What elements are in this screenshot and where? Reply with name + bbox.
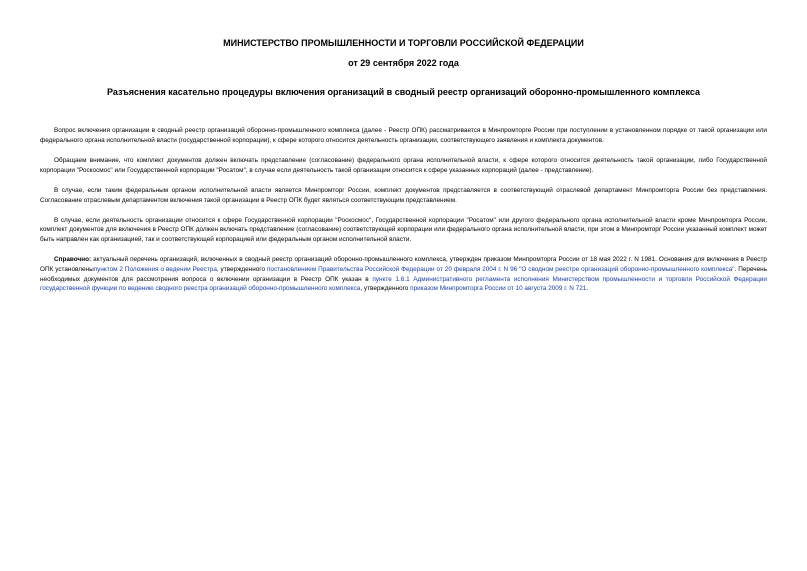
reference-paragraph [40, 255, 767, 294]
link-admin-regulation-1-6-1[interactable]: пункте 1.6.1 Административного регламента исполнения Министерством промышленности и торговли Российской Федерации государственной функции по ведению сводного реестра организаций оборонно-промышленного комплекса [40, 275, 767, 293]
link-regulation-clause-2[interactable]: пунктом 2 Положения о ведении Реестра [93, 266, 217, 274]
paragraph-2: Обращаем внимание, что комплект документов должен включать представление (согласование) федерального органа исполнительной власти, к сфере которого относится деятельность такой организации, либо Государственной корпорации "Роскосмос" или Государственной корпорации "Росатом", в случае если деятельность такой организации относится к сфере указанных корпораций (далее - представление). [40, 156, 767, 174]
link-government-decree-96[interactable]: постановлением Правительства Российской Федерации от 20 февраля 2004 г. N 96 "О сводном реестре организаций оборонно-промышленного комплекса" [266, 266, 735, 274]
paragraph-4: В случае, если деятельность организации относится к сфере Государственной корпорации "Роскосмос", Государственной корпорации "Росатом" или другого федерального органа исполнительной власти кроме Минпромторга России, комплект документов для включения в Реестр ОПК должен включать представление (согласование) соответствующей корпорации или федерального органа исполнительной власти, при этом в Минпромторг России указанный комплект может быть направлен как организацией, так и соответствующей корпорацией или федеральным органом исполнительной власти. [40, 216, 767, 244]
link-order-721[interactable]: приказом Минпромторга России от 10 августа 2009 г. N 721 [410, 285, 587, 293]
reference-text-5: . [586, 285, 589, 293]
reference-text-3: . Перечень необходимых документов для рассмотрения вопроса о включении организации в Реестр ОПК указан в [40, 266, 768, 283]
reference-text-2: , утвержденного [216, 266, 267, 274]
document-title: Разъяснения касательно процедуры включения организаций в сводный реестр организаций оборонно-промышленного комплекса [107, 87, 700, 97]
reference-text-1: актуальный перечень организаций, включенных в сводный реестр организаций оборонно-промышленного комплекса, утвержден приказом Минпромторга России от 18 мая 2022 г. N 1981. Основания для включения в Реестр ОПК установлены [40, 256, 767, 274]
paragraph-3: В случае, если таким федеральным органом исполнительной власти является Минпромторг России, комплект документов представляется в соответствующий отраслевой департамент Минпромторга России без представления. Согласование отраслевым департаментом включения такой организации в Реестр ОПК будет являться соответствующим представлением. [40, 186, 767, 204]
document-body [40, 126, 767, 294]
reference-text-4: , утвержденного [360, 285, 411, 293]
reference-label: Справочно: [54, 256, 92, 264]
paragraph-1: Вопрос включения организации в сводный реестр организаций оборонно-промышленного комплекса (далее - Реестр ОПК) рассматривается в Минпромторге России при поступлении в установленном порядке от такой организации или федерального органа исполнительной власти (государственной корпорации), к сфере которого относится деятельность организации, соответствующего заявления и комплекта документов. [40, 127, 767, 144]
ministry-heading: МИНИСТЕРСТВО ПРОМЫШЛЕННОСТИ И ТОРГОВЛИ РОССИЙСКОЙ ФЕДЕРАЦИИ [223, 38, 584, 48]
document-date: от 29 сентября 2022 года [348, 58, 459, 68]
